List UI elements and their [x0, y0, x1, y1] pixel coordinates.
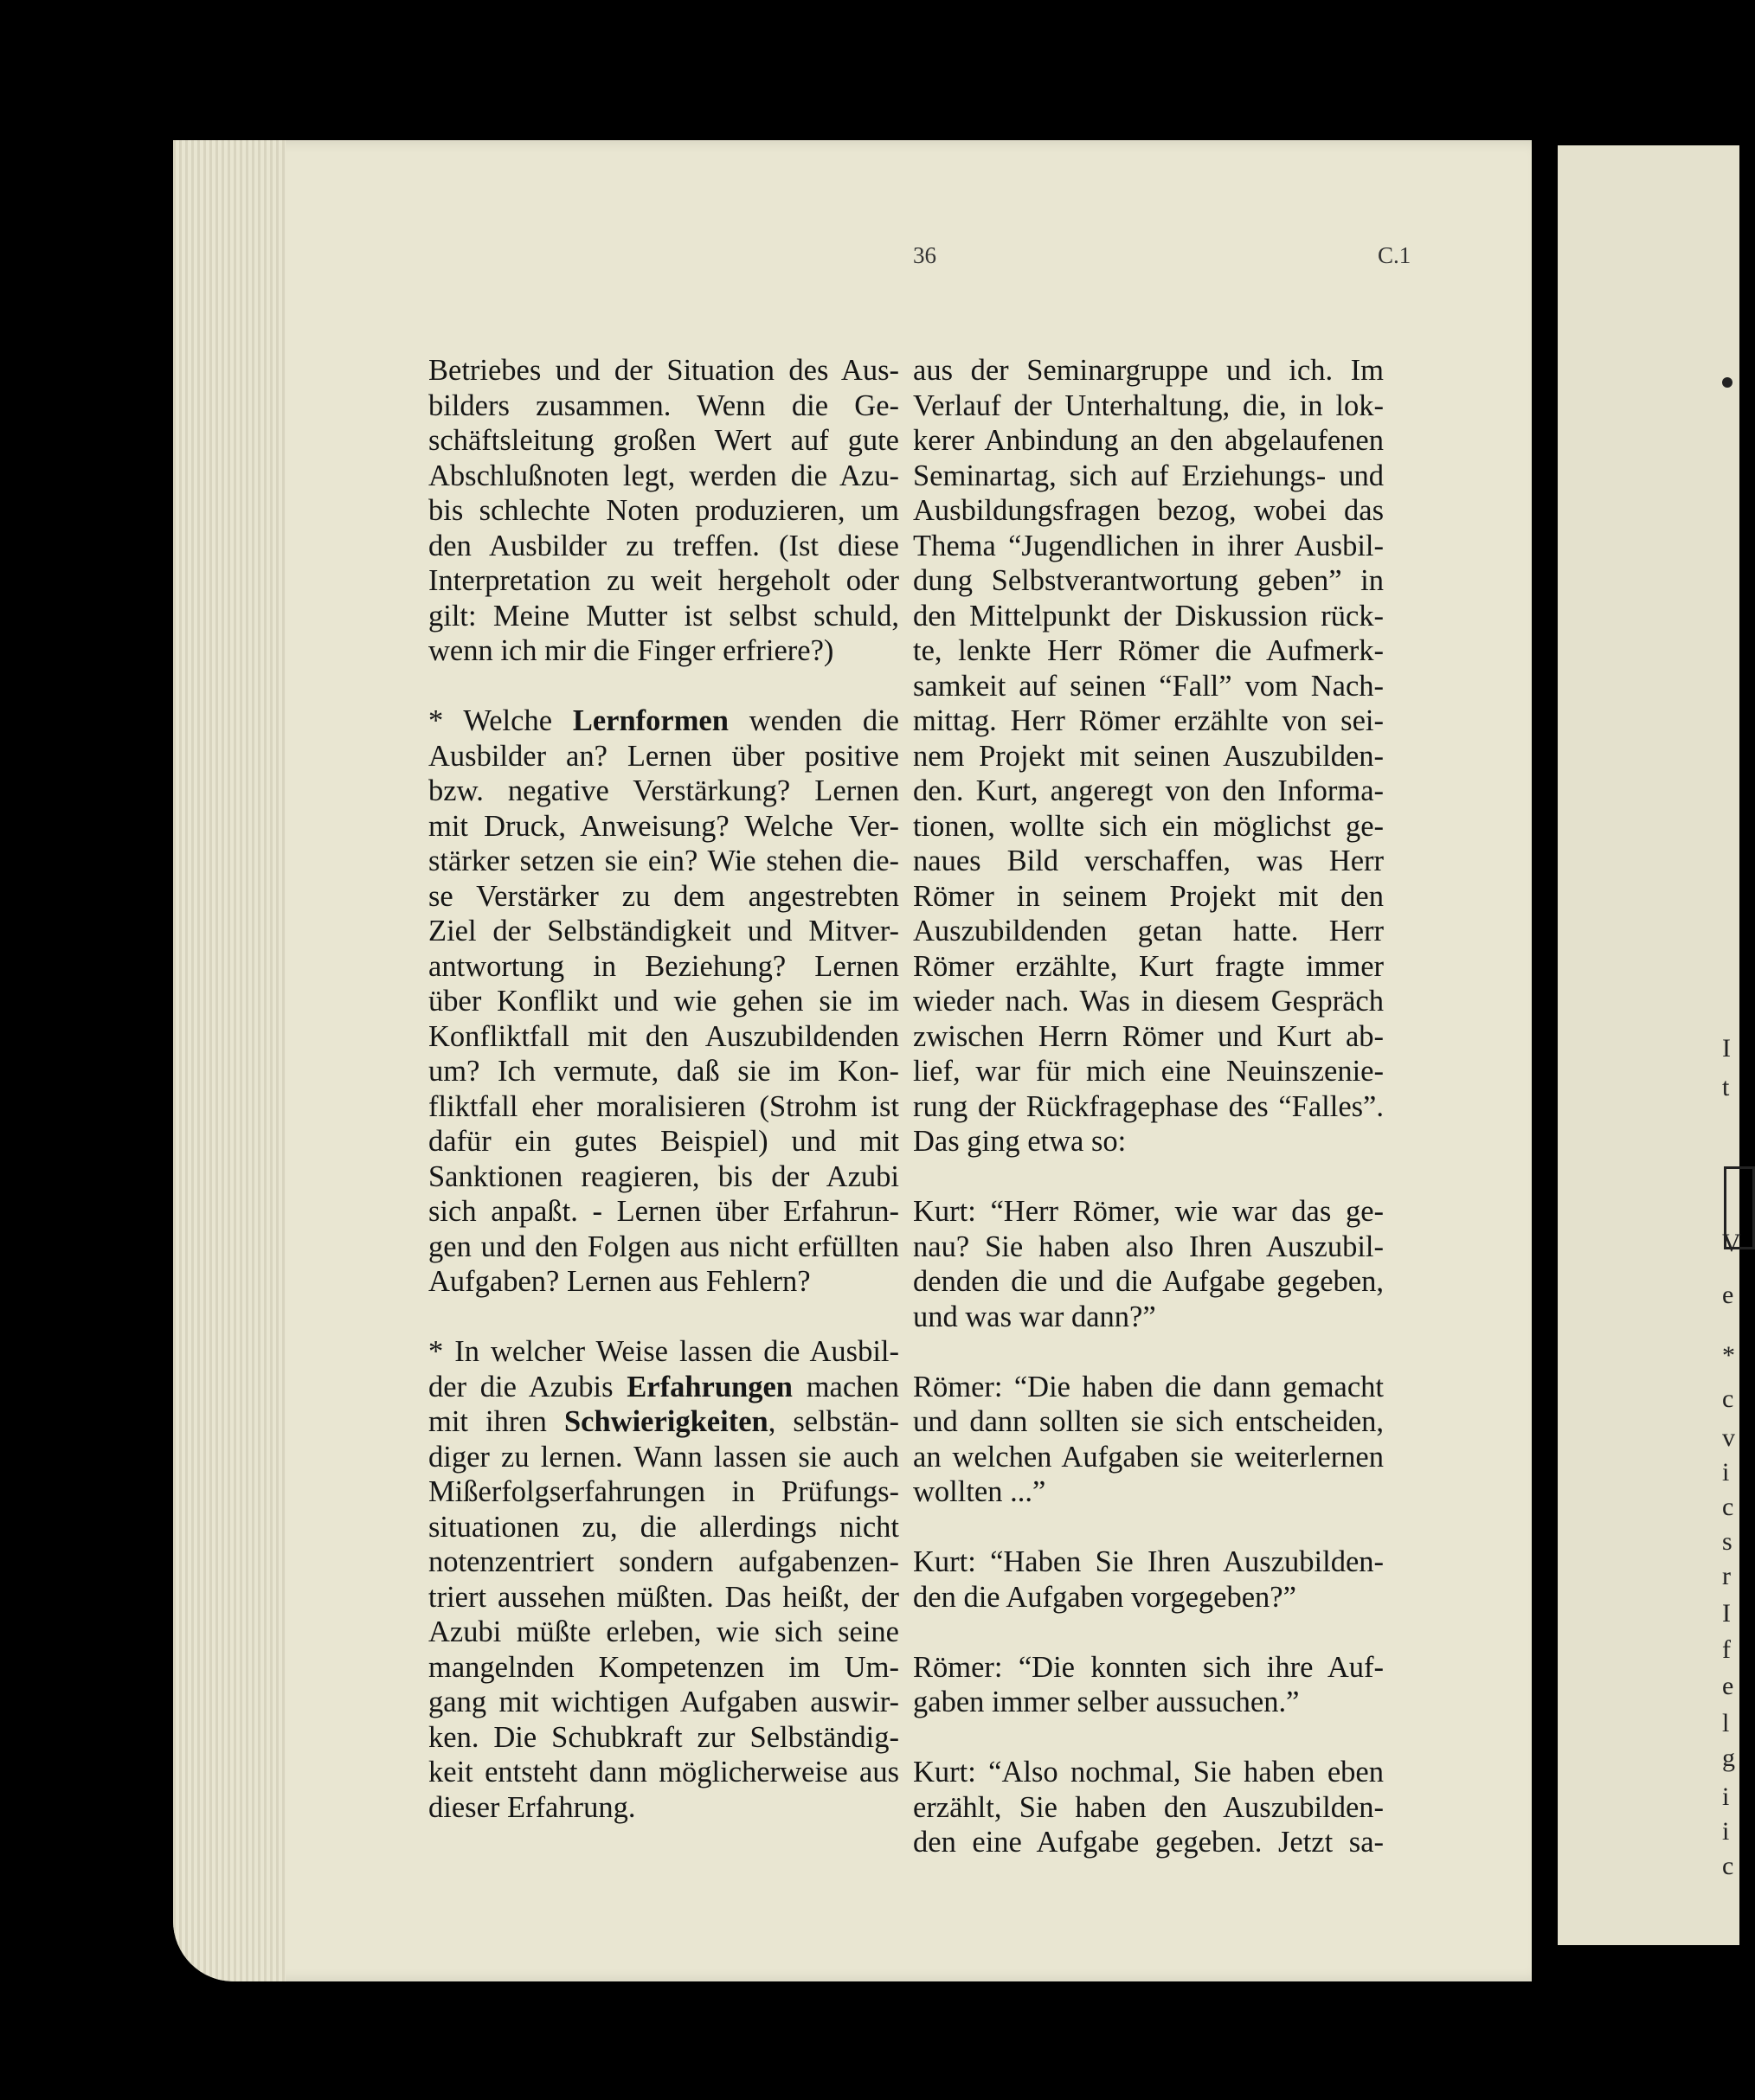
text-line: Aufgaben? Lernen aus Fehlern? — [428, 1265, 811, 1298]
text-line: den die Aufgaben vorgegeben?” — [913, 1580, 1296, 1614]
text-line: mittag. Herr Römer erzählte von sei- — [913, 704, 1384, 737]
text-line: Ausbildungsfragen bezog, wobei das — [913, 494, 1384, 527]
text-line: über Konflikt und wie gehen sie im — [428, 985, 899, 1018]
text-line: aus der Seminargruppe und ich. Im — [913, 354, 1384, 387]
paragraph-gap — [428, 1300, 899, 1335]
text-line: erzählt, Sie haben den Auszubilden- — [913, 1790, 1384, 1824]
text-line: bilders zusammen. Wenn die Ge- — [428, 389, 899, 422]
page-edges — [173, 140, 286, 1981]
paragraph-gap — [913, 1159, 1384, 1195]
text-line: dafür ein gutes Beispiel) und mit — [428, 1125, 899, 1158]
text-line: denden die und die Aufgabe gegeben, — [913, 1265, 1384, 1298]
adjacent-page-letter: i — [1722, 1817, 1730, 1846]
text-line: zwischen Herrn Römer und Kurt ab- — [913, 1019, 1384, 1053]
text-line: gilt: Meine Mutter ist selbst schuld, — [428, 599, 899, 633]
bullet-mark — [1722, 377, 1732, 388]
text-run: wenden die — [728, 704, 899, 737]
text-line: Verlauf der Unterhaltung, die, in lok- — [913, 389, 1384, 422]
text-line: notenzentriert sondern aufgabenzen- — [428, 1545, 899, 1578]
text-line: antwortung in Beziehung? Lernen — [428, 949, 899, 983]
text-line: mit Druck, Anweisung? Welche Ver- — [428, 809, 899, 843]
section-label: C.1 — [1378, 242, 1411, 268]
text-line — [428, 1404, 899, 1440]
bold-term: Erfahrungen — [627, 1370, 793, 1403]
text-line: Abschlußnoten legt, werden die Azu- — [428, 459, 899, 492]
text-line: Römer: “Die haben die dann gemacht — [913, 1370, 1384, 1403]
adjacent-page-letter: V — [1722, 1229, 1741, 1257]
text-line: Kurt: “Also nochmal, Sie haben eben — [913, 1756, 1384, 1789]
adjacent-page-letter: e — [1722, 1672, 1734, 1700]
text-line: naues Bild verschaffen, was Herr — [913, 844, 1384, 877]
text-line: wollten ...” — [913, 1475, 1046, 1508]
paragraph-gap — [913, 1334, 1384, 1370]
text-line: Kurt: “Herr Römer, wie war das ge- — [913, 1195, 1384, 1228]
adjacent-page-letter: I — [1722, 1599, 1731, 1628]
text-line: mangelnden Kompetenzen im Um- — [428, 1650, 899, 1684]
adjacent-page-letter: g — [1722, 1744, 1735, 1772]
bold-term: Schwierigkeiten — [563, 1405, 768, 1438]
text-line — [428, 703, 899, 739]
text-line: Betriebes und der Situation des Aus- — [428, 354, 899, 387]
text-run: der die Azubis — [428, 1370, 627, 1403]
adjacent-page-letter: r — [1722, 1562, 1731, 1590]
text-line: Römer: “Die konnten sich ihre Auf- — [913, 1650, 1384, 1684]
text-line: kerer Anbindung an den abgelaufenen — [913, 424, 1384, 457]
adjacent-page-letter: c — [1722, 1384, 1734, 1413]
adjacent-page-letter: c — [1722, 1493, 1734, 1521]
adjacent-page — [1558, 145, 1739, 1945]
text-line: den eine Aufgabe gegeben. Jetzt sa- — [913, 1826, 1384, 1859]
text-line: den. Kurt, angeregt von den Informa- — [913, 774, 1384, 807]
bold-term: Lernformen — [572, 704, 729, 737]
adjacent-page-letter: l — [1722, 1709, 1730, 1737]
adjacent-page-letter: v — [1722, 1423, 1735, 1452]
text-line: Das ging etwa so: — [913, 1125, 1127, 1158]
text-line: bis schlechte Noten produzieren, um — [428, 494, 899, 527]
left-column — [428, 353, 899, 1825]
text-run: * Welche — [428, 704, 573, 737]
text-line: triert aussehen müßten. Das heißt, der — [428, 1580, 899, 1614]
text-line: Azubi müßte erleben, wie sich seine — [428, 1615, 899, 1648]
text-line: bzw. negative Verstärkung? Lernen — [428, 774, 899, 807]
text-line: fliktfall eher moralisieren (Strohm ist — [428, 1089, 899, 1123]
text-line: und was war dann?” — [913, 1300, 1156, 1333]
text-line: Sanktionen reagieren, bis der Azubi — [428, 1159, 899, 1193]
text-line: Interpretation zu weit hergeholt oder — [428, 564, 899, 597]
text-line: nem Projekt mit seinen Auszubilden- — [913, 739, 1384, 773]
text-line — [428, 1370, 899, 1405]
adjacent-page-letter: I — [1722, 1034, 1731, 1063]
text-line: nau? Sie haben also Ihren Auszubil- — [913, 1230, 1384, 1263]
text-line: Römer in seinem Projekt mit den — [913, 879, 1384, 913]
text-line: gaben immer selber aussuchen.” — [913, 1686, 1300, 1718]
text-line: dieser Erfahrung. — [428, 1790, 636, 1824]
text-line: Ziel der Selbständigkeit und Mitver- — [428, 915, 899, 947]
text-line: rung der Rückfragephase des “Falles”. — [913, 1089, 1384, 1123]
adjacent-page-letter: f — [1722, 1635, 1731, 1664]
text-line: Römer erzählte, Kurt fragte immer — [913, 949, 1384, 983]
text-line: se Verstärker zu dem angestrebten — [428, 879, 899, 913]
paragraph-gap — [913, 1510, 1384, 1545]
adjacent-page-letter: i — [1722, 1458, 1730, 1487]
text-line: situationen zu, die allerdings nicht — [428, 1510, 899, 1544]
text-line: dung Selbstverantwortung geben” in — [913, 564, 1384, 597]
adjacent-page-letter: c — [1722, 1852, 1734, 1880]
text-line: den Mittelpunkt der Diskussion rück- — [913, 599, 1384, 633]
text-run: machen — [792, 1370, 899, 1403]
text-line: Konfliktfall mit den Auszubildenden — [428, 1019, 899, 1053]
text-line: Kurt: “Haben Sie Ihren Auszubilden- — [913, 1545, 1384, 1578]
text-line: te, lenkte Herr Römer die Aufmerk- — [913, 634, 1384, 667]
text-line: um? Ich vermute, daß sie im Kon- — [428, 1055, 899, 1088]
text-line: Seminartag, sich auf Erziehungs- und — [913, 459, 1384, 492]
text-line: stärker setzen sie ein? Wie stehen die- — [428, 844, 899, 877]
text-line: schäftsleitung großen Wert auf gute — [428, 424, 899, 457]
text-line: Auszubildenden getan hatte. Herr — [913, 915, 1384, 947]
adjacent-page-letter: e — [1722, 1281, 1734, 1309]
text-run: mit ihren — [428, 1405, 564, 1438]
text-line: den Ausbilder zu treffen. (Ist diese — [428, 529, 899, 562]
paragraph-gap — [913, 1615, 1384, 1650]
text-line: an welchen Aufgaben sie weiterlernen — [913, 1440, 1384, 1474]
adjacent-page-letter: t — [1722, 1073, 1730, 1101]
right-column — [913, 353, 1384, 1860]
text-line: ken. Die Schubkraft zur Selbständig- — [428, 1720, 899, 1754]
text-line: wieder nach. Was in diesem Gespräch — [913, 985, 1384, 1018]
adjacent-page-letter: * — [1722, 1341, 1735, 1370]
text-line: keit entsteht dann möglicherweise aus — [428, 1756, 899, 1789]
adjacent-page-letter: s — [1722, 1527, 1732, 1556]
paragraph-gap — [428, 669, 899, 704]
text-line: Mißerfolgserfahrungen in Prüfungs- — [428, 1475, 899, 1508]
text-line: gen und den Folgen aus nicht erfüllten — [428, 1230, 899, 1263]
page-number: 36 — [913, 242, 936, 268]
paragraph-gap — [913, 1720, 1384, 1756]
text-line: gang mit wichtigen Aufgaben auswir- — [428, 1686, 899, 1718]
text-line: und dann sollten sie sich entscheiden, — [913, 1405, 1384, 1438]
text-line: Ausbilder an? Lernen über positive — [428, 739, 899, 773]
text-line: sich anpaßt. - Lernen über Erfahrun- — [428, 1195, 899, 1228]
text-run: , selbstän- — [768, 1405, 899, 1438]
text-line: Thema “Jugendlichen in ihrer Ausbil- — [913, 529, 1384, 562]
text-line: samkeit auf seinen “Fall” vom Nach- — [913, 669, 1384, 703]
text-line: lief, war für mich eine Neuinszenie- — [913, 1055, 1384, 1088]
text-line: diger zu lernen. Wann lassen sie auch — [428, 1440, 899, 1474]
adjacent-page-letter: i — [1722, 1782, 1730, 1811]
text-line: wenn ich mir die Finger erfriere?) — [428, 634, 834, 667]
text-line: * In welcher Weise lassen die Ausbil- — [428, 1335, 899, 1368]
text-line: tionen, wollte sich ein möglichst ge- — [913, 809, 1384, 843]
